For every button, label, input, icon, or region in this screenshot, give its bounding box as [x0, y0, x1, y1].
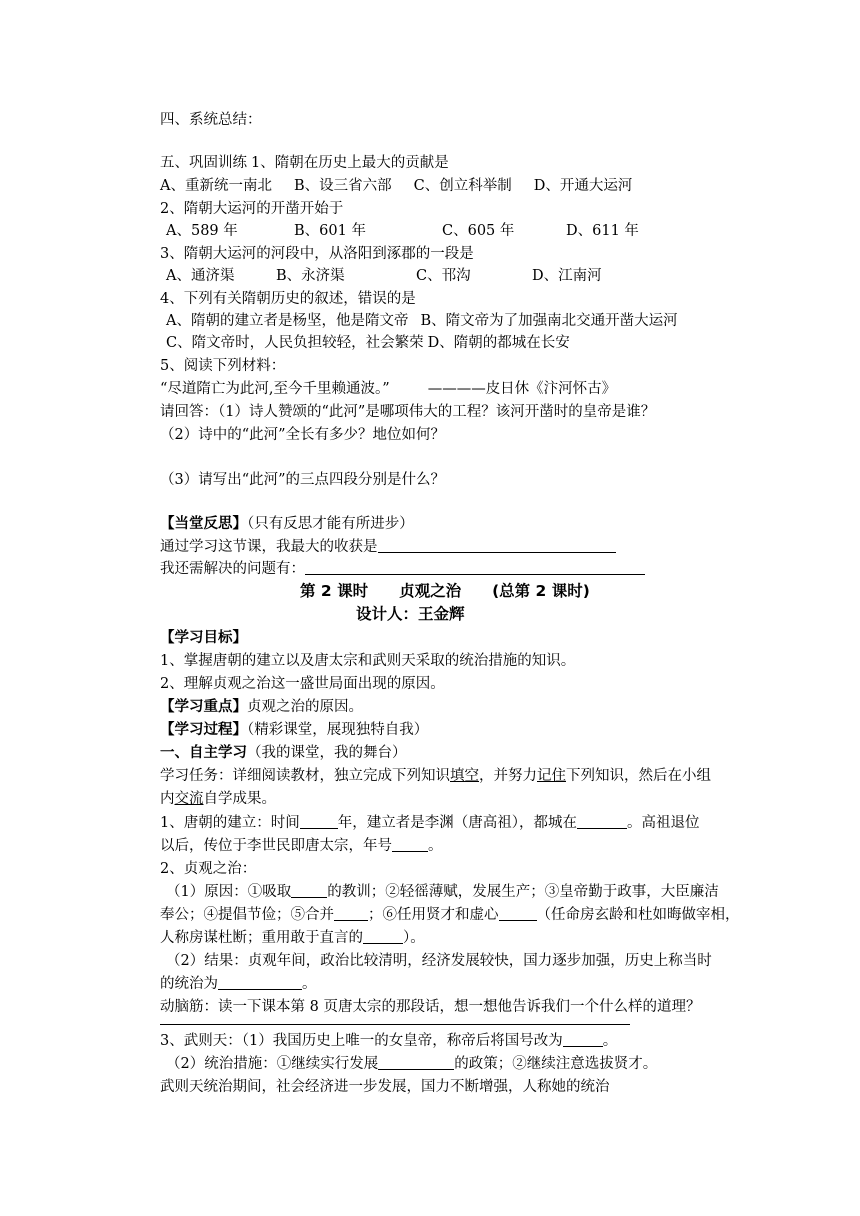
option-b: B、601 年 [294, 223, 366, 239]
option-a: A、589 年 [166, 223, 238, 239]
fill-blank-dynasty-name[interactable] [563, 1032, 603, 1047]
reasons-line-3 [160, 928, 425, 948]
task-line-2 [160, 789, 276, 809]
option-b: B、永济渠 [276, 268, 345, 284]
question-4-stem: 4、下列有关隋朝历史的叙述，错误的是 [160, 291, 416, 307]
task-text: 内 [160, 791, 175, 807]
question-5-stem: 5、阅读下列材料： [160, 358, 286, 374]
wu-zetian-line-3: 武则天统治期间，社会经济进一步发展，国力不断增强，人称她的统治 [160, 1079, 610, 1095]
fill-text: 的政策；②继续注意选拔贤才。 [454, 1056, 658, 1072]
question-3-options [166, 266, 602, 286]
fill-text: 1、唐朝的建立：时间 [160, 815, 300, 831]
gain-answer-blank[interactable] [378, 538, 616, 553]
fill-text: （2）统治措施：①继续实行发展 [166, 1056, 379, 1072]
fill-blank-merge[interactable] [334, 906, 368, 921]
fill-text: 的教训；②轻徭薄赋，发展生产；③皇帝勤于政事，大臣廉洁 [327, 884, 719, 900]
fill-blank-lesson[interactable] [291, 883, 327, 898]
goal-1: 1、掌握唐朝的建立以及唐太宗和武则天采取的统治措施的知识。 [160, 653, 576, 669]
question-1-options [160, 176, 632, 196]
option-a: A、隋朝的建立者是杨坚，他是隋文帝 [166, 313, 409, 329]
tang-founding-line-2 [160, 836, 443, 856]
section-5-heading: 五、巩固训练 [160, 155, 247, 171]
reflection-note: （只有反思才能有所进步） [247, 516, 414, 532]
option-d: D、隋朝的都城在长安 [427, 335, 570, 351]
tang-founding-line-1 [160, 813, 699, 833]
focus-text: 贞观之治的原因。 [247, 699, 363, 715]
reasons-line-1 [166, 882, 719, 902]
fill-text: ；⑥任用贤才和虚心 [368, 907, 499, 923]
question-5-part-3: （3）请写出“此河”的三点四段分别是什么？ [160, 472, 446, 488]
reflection-gain [160, 537, 616, 557]
task-underlined-share: 交流 [174, 791, 204, 807]
focus-title: 【学习重点】 [160, 698, 247, 715]
fill-blank-capital[interactable] [577, 814, 627, 829]
question-3-stem: 3、隋朝大运河的河段中，从洛阳到涿郡的一段是 [160, 246, 474, 262]
gain-prompt: 通过学习这节课，我最大的收获是 [160, 539, 378, 555]
task-text: 下列知识，然后在小组 [566, 768, 711, 784]
question-5-part-1: 请回答：（1）诗人赞颂的“此河”是哪项伟大的工程？该河开凿时的皇帝是谁？ [160, 404, 656, 420]
task-text: ，并努力 [479, 768, 537, 784]
fill-text: 的统治为 [160, 976, 218, 992]
question-5-material [160, 379, 616, 399]
question-5-part-2: （2）诗中的“此河”全长有多少？地位如何？ [160, 427, 446, 443]
fill-text: 。 [602, 1033, 618, 1049]
task-line-1 [160, 766, 711, 786]
fill-blank-era-name[interactable] [392, 837, 428, 852]
option-b: B、隋文帝为了加强南北交通开凿大运河 [420, 313, 678, 329]
brain-answer-line[interactable] [160, 1024, 630, 1025]
question-4-options-ab [166, 311, 678, 331]
fill-blank-time[interactable] [300, 814, 338, 829]
option-d: D、江南河 [532, 268, 602, 284]
section-4-heading: 四、系统总结： [160, 112, 262, 128]
wu-zetian-line-2 [166, 1054, 657, 1074]
option-a: A、通济渠 [166, 268, 235, 284]
goals-title: 【学习目标】 [160, 629, 247, 646]
brain-teaser: 动脑筋：读一下课本第 8 页唐太宗的那段话，想一想他告诉我们一个什么样的道理？ [160, 999, 701, 1015]
focus-line [160, 697, 363, 717]
result-line-1: （2）结果：贞观年间，政治比较清明，经济发展较快，国力逐步加强，历史上称当时 [166, 953, 712, 969]
fill-text: （1）原因：①吸取 [166, 884, 292, 900]
option-d: D、开通大运河 [533, 178, 633, 194]
zhenguan-heading: 2、贞观之治： [160, 861, 257, 877]
process-note: （精彩课堂，展现独特自我） [247, 722, 429, 738]
poem-source: ————皮日休《汴河怀古》 [427, 381, 617, 397]
reflection-need [160, 559, 645, 579]
option-b: B、设三省六部 [293, 178, 392, 194]
question-2-options [166, 221, 639, 241]
fill-text: 3、武则天：（1）我国历史上唯一的女皇帝，称帝后将国号改为 [160, 1033, 563, 1049]
task-text: 自学成果。 [203, 791, 276, 807]
option-a: A、重新统一南北 [160, 178, 272, 194]
wu-zetian-line-1 [160, 1031, 617, 1051]
fill-text: 。高祖退位 [626, 815, 700, 831]
fill-text: ）。 [403, 930, 425, 946]
reflection-line [160, 514, 414, 534]
task-underlined-remember: 记住 [537, 768, 566, 784]
option-d: D、611 年 [566, 223, 639, 239]
lesson-title: 第 2 课时 贞观之治 (总第 2 课时) [300, 582, 590, 600]
fill-text: 奉公；④提倡节俭；⑤合并 [160, 907, 334, 923]
need-prompt: 我还需解决的问题有： [160, 561, 305, 577]
goal-2: 2、理解贞观之治这一盛世局面出现的原因。 [160, 676, 445, 692]
fill-text: 。 [302, 976, 317, 992]
fill-text: （任命房玄龄和杜如晦做宰相， [536, 907, 740, 923]
lesson-designer: 设计人：王金辉 [356, 605, 465, 623]
question-2-stem: 2、隋朝大运河的开凿开始于 [160, 201, 344, 217]
option-c: C、隋文帝时，人民负担较轻，社会繁荣 [166, 335, 424, 351]
fill-text: 人称房谋杜断；重用敢于直言的 [160, 930, 363, 946]
fill-text: 以后，传位于李世民即唐太宗，年号 [160, 838, 392, 854]
fill-blank-open-mind[interactable] [499, 906, 537, 921]
question-1-stem: 1、隋朝在历史上最大的贡献是 [251, 155, 449, 171]
reflection-title: 【当堂反思】 [160, 515, 247, 532]
option-c: C、邗沟 [416, 268, 471, 284]
option-c: C、605 年 [442, 223, 515, 239]
fill-text: 年，建立者是李渊（唐高祖），都城在 [337, 815, 577, 831]
result-line-2 [160, 974, 317, 994]
process-line [160, 720, 428, 740]
need-answer-blank[interactable] [305, 560, 645, 575]
option-c: C、创立科举制 [413, 178, 512, 194]
self-study-line [160, 743, 407, 763]
fill-blank-era-title[interactable] [218, 975, 302, 990]
question-4-options-cd [166, 333, 570, 353]
process-title: 【学习过程】 [160, 721, 247, 738]
fill-text: 。 [428, 838, 443, 854]
fill-blank-policy[interactable] [378, 1055, 454, 1070]
reasons-line-2 [160, 905, 740, 925]
task-text: 学习任务：详细阅读教材，独立完成下列知识 [160, 768, 450, 784]
question-1-line [160, 153, 449, 173]
self-study-title: 一、自主学习 [160, 744, 247, 761]
fill-blank-minister[interactable] [363, 929, 403, 944]
self-study-note: （我的课堂，我的舞台） [247, 745, 407, 761]
task-underlined-fill: 填空 [450, 768, 479, 784]
poem-quote: “尽道隋亡为此河,至今千里赖通波。” [160, 381, 390, 397]
